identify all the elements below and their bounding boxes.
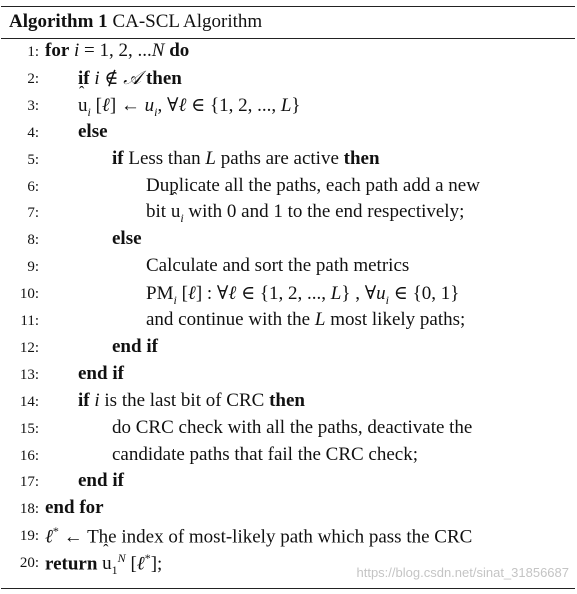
code-token: do CRC check with all the paths, deactivate the	[112, 416, 473, 438]
line-code	[45, 40, 189, 62]
line-code	[146, 175, 480, 197]
code-token: u	[144, 94, 155, 116]
line-code	[112, 148, 380, 170]
line-code	[78, 470, 124, 492]
line-number: 8:	[27, 232, 39, 249]
keyword: end for	[45, 497, 104, 519]
algorithm-line	[1, 336, 575, 362]
line-code	[78, 121, 108, 143]
keyword: if	[78, 67, 90, 89]
line-code	[146, 309, 465, 331]
line-code	[112, 444, 418, 466]
code-token: *	[144, 551, 151, 566]
keyword: end if	[112, 335, 158, 357]
code-token: Duplicate all the paths, each path add a new	[146, 174, 480, 196]
watermark: https://blog.csdn.net/sinat_31856687	[356, 565, 569, 580]
line-number: 16:	[19, 447, 39, 464]
code-token: *	[52, 524, 59, 539]
line-number: 7:	[27, 205, 39, 222]
keyword: else	[112, 228, 142, 250]
code-token: ℓ	[45, 526, 53, 548]
algorithm-line	[1, 40, 575, 66]
algorithm-line	[1, 444, 575, 470]
code-token: ];	[150, 553, 163, 575]
code-token: i	[94, 389, 100, 411]
code-token: most likely paths;	[325, 309, 466, 330]
algorithm-line	[1, 363, 575, 389]
line-number: 4:	[27, 124, 39, 141]
line-code	[45, 524, 472, 548]
algorithm-line	[1, 470, 575, 496]
code-token: L	[314, 309, 326, 330]
code-token: ℓ	[101, 94, 110, 116]
bottom-rule	[1, 588, 575, 589]
code-token: i	[385, 292, 390, 307]
code-token: Calculate and sort the path metrics	[146, 255, 410, 277]
code-token: i	[87, 104, 91, 119]
line-number: 17:	[19, 474, 39, 491]
caption-title: CA-SCL Algorithm	[112, 11, 263, 32]
code-token: ℓ	[187, 283, 196, 305]
code-token: [	[125, 553, 137, 575]
code-token: L	[205, 147, 216, 169]
keyword: end if	[78, 362, 124, 384]
keyword: then	[343, 147, 380, 169]
code-token: [	[176, 283, 188, 305]
line-code	[45, 551, 162, 578]
code-token: ] : ∀	[195, 283, 229, 305]
line-number: 6:	[27, 178, 39, 195]
code-token: ˆ u	[78, 95, 88, 117]
line-number: 13:	[19, 366, 39, 383]
code-token: , ∀	[157, 94, 179, 116]
code-token: PM	[146, 283, 174, 305]
algorithm-line	[1, 94, 575, 120]
line-number: 20:	[19, 555, 39, 572]
code-token: L	[280, 94, 292, 116]
line-code	[78, 67, 182, 90]
code-token: and continue with the	[146, 309, 315, 330]
line-number: 14:	[19, 393, 39, 410]
line-number: 2:	[27, 70, 39, 87]
code-token: 1	[111, 563, 118, 578]
algorithm-line	[1, 497, 575, 523]
caption-rule	[1, 38, 575, 39]
code-token: i	[173, 292, 177, 307]
algorithm-line	[1, 255, 575, 281]
line-number: 15:	[19, 420, 39, 437]
line-number: 1:	[27, 44, 39, 60]
code-token: paths are active	[215, 147, 344, 169]
line-code	[45, 497, 104, 519]
code-token: L	[330, 283, 342, 305]
line-number: 12:	[19, 339, 39, 356]
code-token: ˆ u	[171, 201, 181, 223]
code-token: ∈ {0, 1}	[389, 283, 460, 305]
algorithm-line	[1, 228, 575, 254]
line-number: 5:	[27, 151, 39, 168]
line-number: 19:	[19, 528, 39, 545]
line-code	[78, 363, 124, 385]
code-token: ˆ u	[102, 553, 112, 575]
line-number: 11:	[20, 313, 39, 329]
keyword: if	[112, 147, 124, 169]
code-token: u	[376, 283, 386, 305]
algorithm-line	[1, 390, 575, 416]
code-token: ← The index of most-likely path which pass the CRC	[58, 526, 473, 548]
code-token: N	[117, 551, 126, 566]
code-token: ] ←	[109, 94, 145, 116]
line-code	[78, 94, 301, 120]
line-number: 9:	[27, 259, 39, 276]
line-number: 10:	[19, 286, 39, 303]
line-code	[146, 201, 464, 226]
code-token: candidate paths that fail the CRC check;	[112, 443, 419, 465]
algorithm-line	[1, 417, 575, 443]
keyword: else	[78, 120, 108, 142]
line-code	[112, 228, 142, 250]
algorithm-line	[1, 121, 575, 147]
algorithm-line	[1, 175, 575, 201]
algorithm-line	[1, 309, 575, 335]
code-token: ∈ {1, 2, ...,	[186, 94, 281, 116]
code-token: i	[154, 104, 158, 119]
algorithm-line	[1, 524, 575, 550]
algorithm-line	[1, 282, 575, 308]
line-number: 18:	[19, 501, 39, 518]
code-token: N	[151, 40, 165, 61]
code-token: bit	[146, 201, 171, 223]
line-code	[78, 390, 305, 412]
keyword: then	[269, 389, 305, 411]
code-token: i	[180, 211, 184, 226]
line-code	[146, 255, 409, 277]
keyword: return	[45, 553, 98, 575]
code-token: = 1, 2, ...	[79, 40, 152, 61]
code-token: ℓ	[228, 283, 237, 305]
line-code	[112, 417, 472, 439]
code-token: Less than	[123, 147, 206, 169]
keyword: end if	[78, 470, 124, 492]
code-token: }	[291, 94, 301, 116]
line-code	[112, 336, 158, 358]
line-number: 3:	[27, 97, 39, 114]
code-token: ℓ	[178, 94, 187, 116]
keyword: then	[145, 67, 182, 89]
code-token: ℓ	[136, 553, 145, 575]
code-token: ∈ {1, 2, ...,	[236, 283, 331, 305]
code-token: [	[90, 94, 102, 116]
algorithm-line	[1, 148, 575, 174]
keyword: if	[78, 389, 90, 411]
code-token: i	[94, 67, 100, 89]
code-token: ∉	[99, 67, 124, 89]
algorithm-line	[1, 201, 575, 227]
code-token: } , ∀	[341, 283, 377, 305]
caption-label: Algorithm 1	[9, 11, 108, 32]
algorithm-caption	[9, 11, 262, 33]
code-token: i	[74, 40, 80, 61]
algorithm-line	[1, 67, 575, 93]
keyword: for	[45, 40, 70, 61]
top-rule	[1, 6, 575, 7]
code-token: is the last bit of CRC	[99, 389, 270, 411]
code-token: 𝒜	[123, 66, 142, 89]
line-code	[146, 282, 459, 308]
code-token: with 0 and 1 to the end respectively;	[183, 201, 465, 223]
keyword: do	[169, 40, 190, 61]
